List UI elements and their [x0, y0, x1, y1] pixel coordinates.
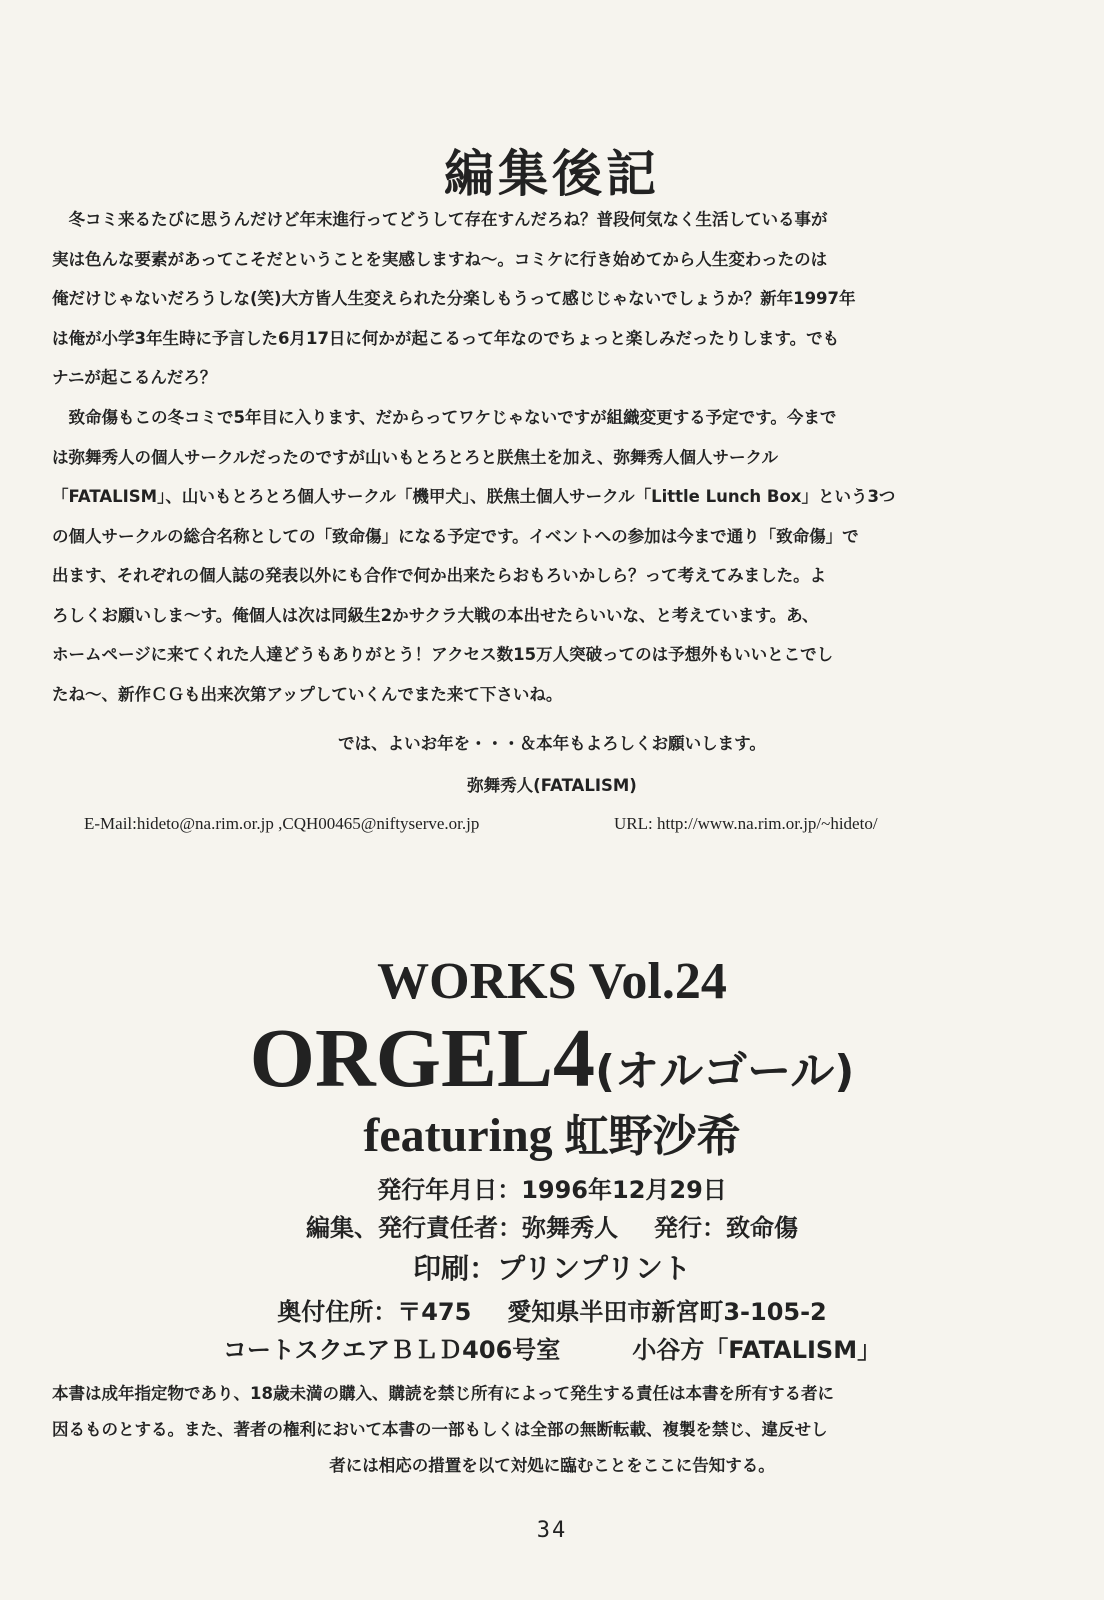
orgel-title	[0, 1010, 1104, 1107]
text-line: は弥舞秀人の個人サークルだったのですが山いもとろとろと朕焦土を加え、弥舞秀人個人サークル	[52, 447, 778, 467]
email-text: E-Mail:hideto@na.rim.or.jp ,CQH00465@niftyserve.or.jp	[84, 814, 480, 833]
notice-line: 者には相応の措置を以て対処に臨むことをここに告知する。	[329, 1456, 775, 1475]
contact-info	[84, 814, 984, 834]
afterword-paragraph-2	[52, 398, 1002, 714]
address-line	[0, 1292, 1104, 1327]
building: コートスクエアＢＬＤ406号室	[222, 1336, 561, 1364]
works-title: WORKS Vol.24	[377, 953, 727, 1010]
editor: 編集、発行責任者：弥舞秀人	[306, 1214, 618, 1242]
building-line	[0, 1330, 1104, 1365]
featuring-name: 虹野沙希	[564, 1111, 741, 1162]
editor-publisher-line	[0, 1208, 1104, 1243]
printer: 印刷：プリンプリント	[413, 1252, 691, 1285]
text-line: ホームページに来てくれた人達どうもありがとう！アクセス数15万人突破ってのは予想外もいいとこでし	[52, 645, 834, 664]
text-line: ろしくお願いしま〜す。俺個人は次は同級生2かサクラ大戦の本出せたらいいな、と考えています。あ、	[52, 605, 819, 625]
legal-notice	[52, 1376, 1052, 1484]
featuring-label: featuring	[363, 1109, 565, 1162]
notice-line: 因るものとする。また、著者の権利において本書の一部もしくは全部の無断転載、複製を禁じ、違反せし	[52, 1420, 828, 1439]
orgel-title-main: ORGEL4	[249, 1012, 596, 1105]
publisher: 発行：致命傷	[654, 1214, 798, 1242]
text-line: 冬コミ来るたびに思うんだけど年末進行ってどうして存在すんだろね？普段何気なく生活している事が	[52, 210, 828, 229]
text-line: たね〜、新作ＣＧも出来次第アップしていくんでまた来て下さいね。	[52, 684, 563, 704]
text-line: は俺が小学3年生時に予言した6月17日に何かが起こるって年なのでちょっと楽しみだったりします。でも	[52, 328, 840, 348]
url-text: URL: http://www.na.rim.or.jp/~hideto/	[614, 814, 878, 833]
featuring-line	[0, 1100, 1104, 1164]
address-label: 奥付住所：〒475	[277, 1298, 472, 1326]
text-line: 俺だけじゃないだろうしな(笑)大方皆人生変えられた分楽しもうって感じじゃないでしょうか？新年1997年	[52, 289, 856, 308]
recipient: 小谷方「FATALISM」	[632, 1336, 882, 1364]
afterword-paragraph-1	[52, 200, 1002, 398]
publish-date: 発行年月日：1996年12月29日	[377, 1176, 727, 1204]
text-line: 致命傷もこの冬コミで5年目に入ります、だからってワケじゃないですが組織変更する予定です。今まで	[52, 408, 837, 427]
address: 愛知県半田市新宮町3-105-2	[507, 1298, 827, 1326]
text-line: の個人サークルの総合名称としての「致命傷」になる予定です。イベントへの参加は今まで通り「致命傷」で	[52, 526, 859, 546]
text-line: 出ます、それぞれの個人誌の発表以外にも合作で何か出来たらおもろいかしら？って考えてみました。よ	[52, 566, 827, 585]
afterword-heading: 編集後記	[444, 145, 660, 203]
notice-line: 本書は成年指定物であり、18歳未満の購入、購読を禁じ所有によって発生する責任は本書を所有する者に	[52, 1384, 834, 1403]
text-line: 「FATALISM」、山いもとろとろ個人サークル「機甲犬」、朕焦土個人サークル「Little Lunch Box」という3つ	[52, 487, 896, 506]
page-number: 34	[536, 1518, 568, 1543]
orgel-title-sub: (オルゴール)	[595, 1046, 855, 1097]
text-line: 実は色んな要素があってこそだということを実感しますね〜。コミケに行き始めてから人生変わったのは	[52, 249, 828, 269]
text-line: ナニが起こるんだろ？	[52, 368, 217, 387]
closing-line: では、よいお年を・・・＆本年もよろしくお願いします。	[338, 734, 766, 753]
signature: 弥舞秀人(FATALISM)	[467, 776, 637, 795]
